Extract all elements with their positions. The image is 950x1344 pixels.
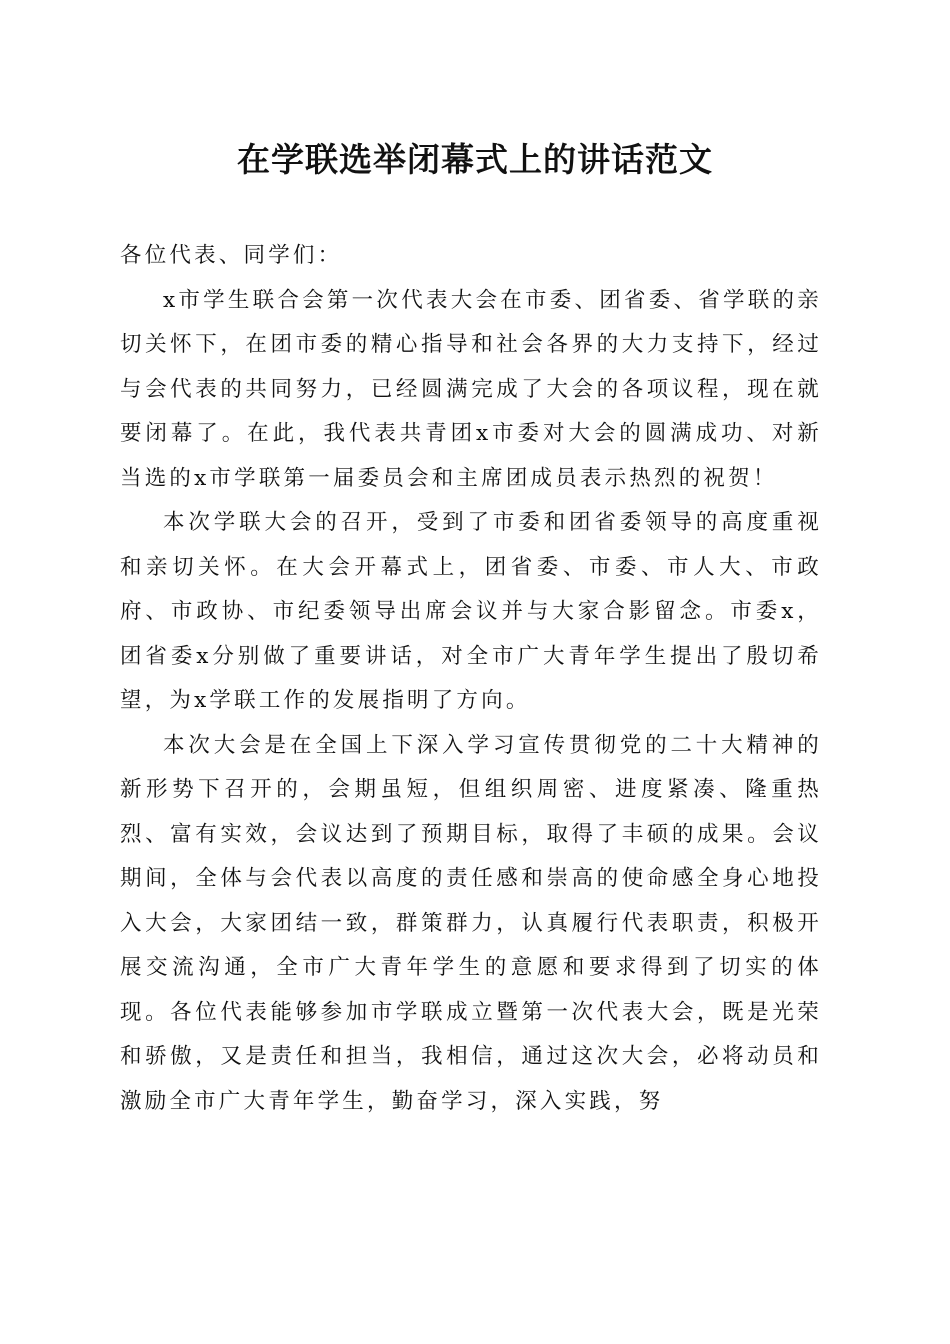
document-body — [120, 234, 822, 1124]
paragraph-1: x市学生联合会第一次代表大会在市委、团省委、省学联的亲切关怀下，在团市委的精心指导和社会各界的大力支持下，经过与会代表的共同努力，已经圆满完成了大会的各项议程，现在就要闭幕了。在此，我代表共青团x市委对大会的圆满成功、对新当选的x市学联第一届委员会和主席团成员表示热烈的祝贺！ — [120, 287, 822, 491]
paragraph-3: 本次大会是在全国上下深入学习宣传贯彻党的二十大精神的新形势下召开的，会期虽短，但组织周密、进度紧凑、隆重热烈、富有实效，会议达到了预期目标，取得了丰硕的成果。会议期间，全体与会代表以高度的责任感和崇高的使命感全身心地投入大会，大家团结一致，群策群力，认真履行代表职责，积极开展交流沟通，全市广大青年学生的意愿和要求得到了切实的体现。各位代表能够参加市学联成立暨第一次代表大会，既是光荣和骄傲，又是责任和担当，我相信，通过这次大会，必将动员和激励全市广大青年学生，勤奋学习，深入实践，努 — [120, 732, 822, 1114]
paragraph-2: 本次学联大会的召开，受到了市委和团省委领导的高度重视和亲切关怀。在大会开幕式上，团省委、市委、市人大、市政府、市政协、市纪委领导出席会议并与大家合影留念。市委x，团省委x分别做了重要讲话，对全市广大青年学生提出了殷切希望，为x学联工作的发展指明了方向。 — [120, 510, 822, 713]
document-title: 在学联选举闭幕式上的讲话范文 — [237, 140, 713, 179]
salutation: 各位代表、同学们： — [120, 243, 343, 268]
